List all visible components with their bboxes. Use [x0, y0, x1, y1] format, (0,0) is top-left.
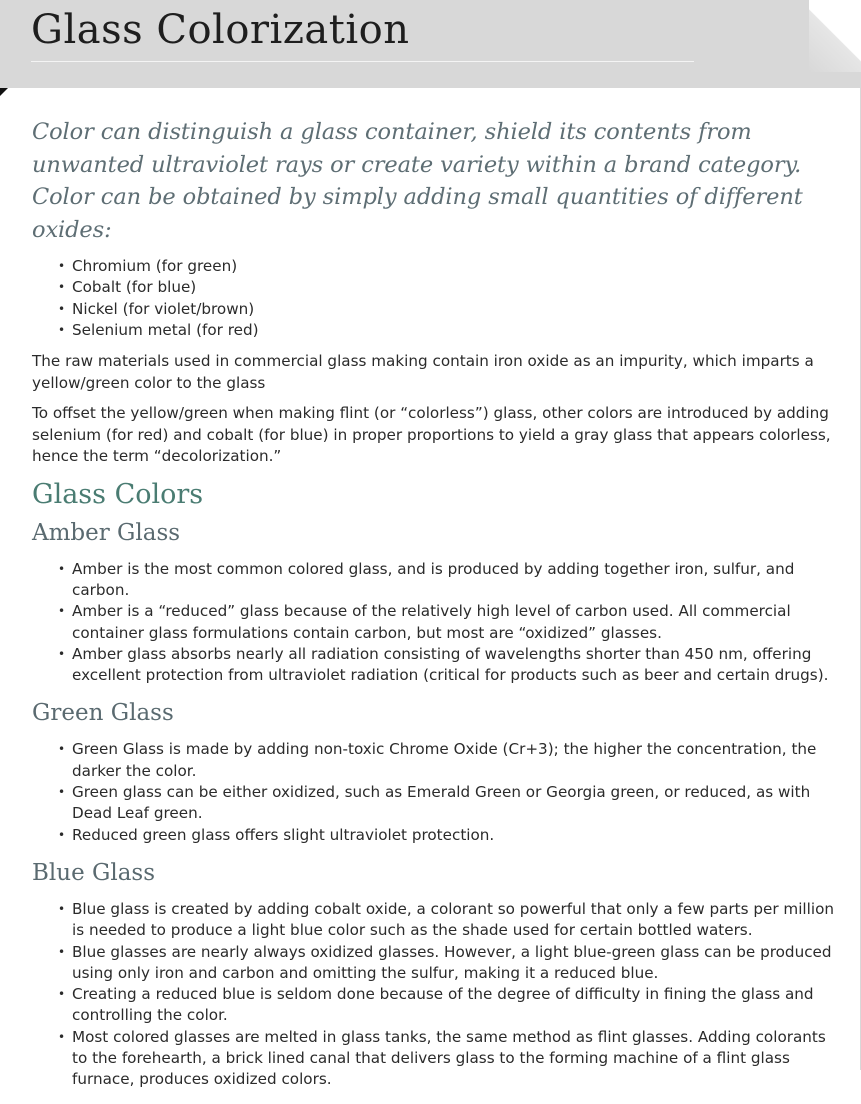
page-corner-fold [809, 0, 861, 72]
list-item: • Chromium (for green) [72, 256, 844, 277]
list-item: • Creating a reduced blue is seldom done because of the degree of difficulty in fining the glass and controlling the color. [72, 984, 844, 1027]
list-item: • Green Glass is made by adding non-toxic Chrome Oxide (Cr+3); the higher the concentration, the darker the color. [72, 739, 844, 782]
list-item: • Reduced green glass offers slight ultraviolet protection. [72, 825, 844, 846]
amber-glass-heading: Amber Glass [32, 519, 181, 546]
page-title: Glass Colorization [31, 7, 410, 53]
header-band [0, 0, 861, 88]
list-item: • Blue glass is created by adding cobalt oxide, a colorant so powerful that only a few parts per million is needed to produce a light blue color such as the shade used for certain bottled waters. [72, 899, 844, 942]
list-item: • Amber glass absorbs nearly all radiation consisting of wavelengths shorter than 450 nm, offering excellent protection from ultraviolet radiation (critical for products such as beer and certain drugs). [72, 644, 844, 687]
amber-glass-list [32, 559, 844, 687]
corner-marker-icon [0, 88, 8, 96]
blue-glass-list [32, 899, 844, 1091]
intro-lead: Color can distinguish a glass container, shield its contents from unwanted ultraviolet rays or create variety within a brand category. Color can be obtained by simply adding small quantities of different oxides: [32, 119, 803, 243]
title-underline [31, 61, 694, 62]
list-item: • Green glass can be either oxidized, such as Emerald Green or Georgia green, or reduced, as with Dead Leaf green. [72, 782, 844, 825]
green-glass-list [32, 739, 844, 845]
list-item: • Blue glasses are nearly always oxidized glasses. However, a light blue-green glass can be produced using only iron and carbon and omitting the sulfur, making it a reduced blue. [72, 942, 844, 985]
green-glass-heading: Green Glass [32, 700, 174, 727]
oxide-list [32, 256, 844, 341]
intro-paragraph-decolorization: To offset the yellow/green when making flint (or “colorless”) glass, other colors are introduced by adding selenium (for red) and cobalt (for blue) in proper proportions to yield a gray glass that appears colorless, hence the term “decolorization.” [32, 404, 831, 466]
list-item: • Amber is a “reduced” glass because of the relatively high level of carbon used. All commercial container glass formulations contain carbon, but most are “oxidized” glasses. [72, 601, 844, 644]
blue-glass-heading: Blue Glass [32, 859, 156, 886]
list-item: • Selenium metal (for red) [72, 320, 844, 341]
list-item: • Amber is the most common colored glass, and is produced by adding together iron, sulfur, and carbon. [72, 559, 844, 602]
list-item: • Most colored glasses are melted in glass tanks, the same method as flint glasses. Adding colorants to the forehearth, a brick lined canal that delivers glass to the forming machine of a flint glass furnace, produces oxidized colors. [72, 1027, 844, 1091]
glass-colors-heading: Glass Colors [32, 478, 204, 510]
list-item: • Cobalt (for blue) [72, 277, 844, 298]
article-content [32, 116, 844, 1104]
list-item: • Nickel (for violet/brown) [72, 299, 844, 320]
intro-paragraph-iron: The raw materials used in commercial glass making contain iron oxide as an impurity, which imparts a yellow/green color to the glass [32, 352, 814, 392]
